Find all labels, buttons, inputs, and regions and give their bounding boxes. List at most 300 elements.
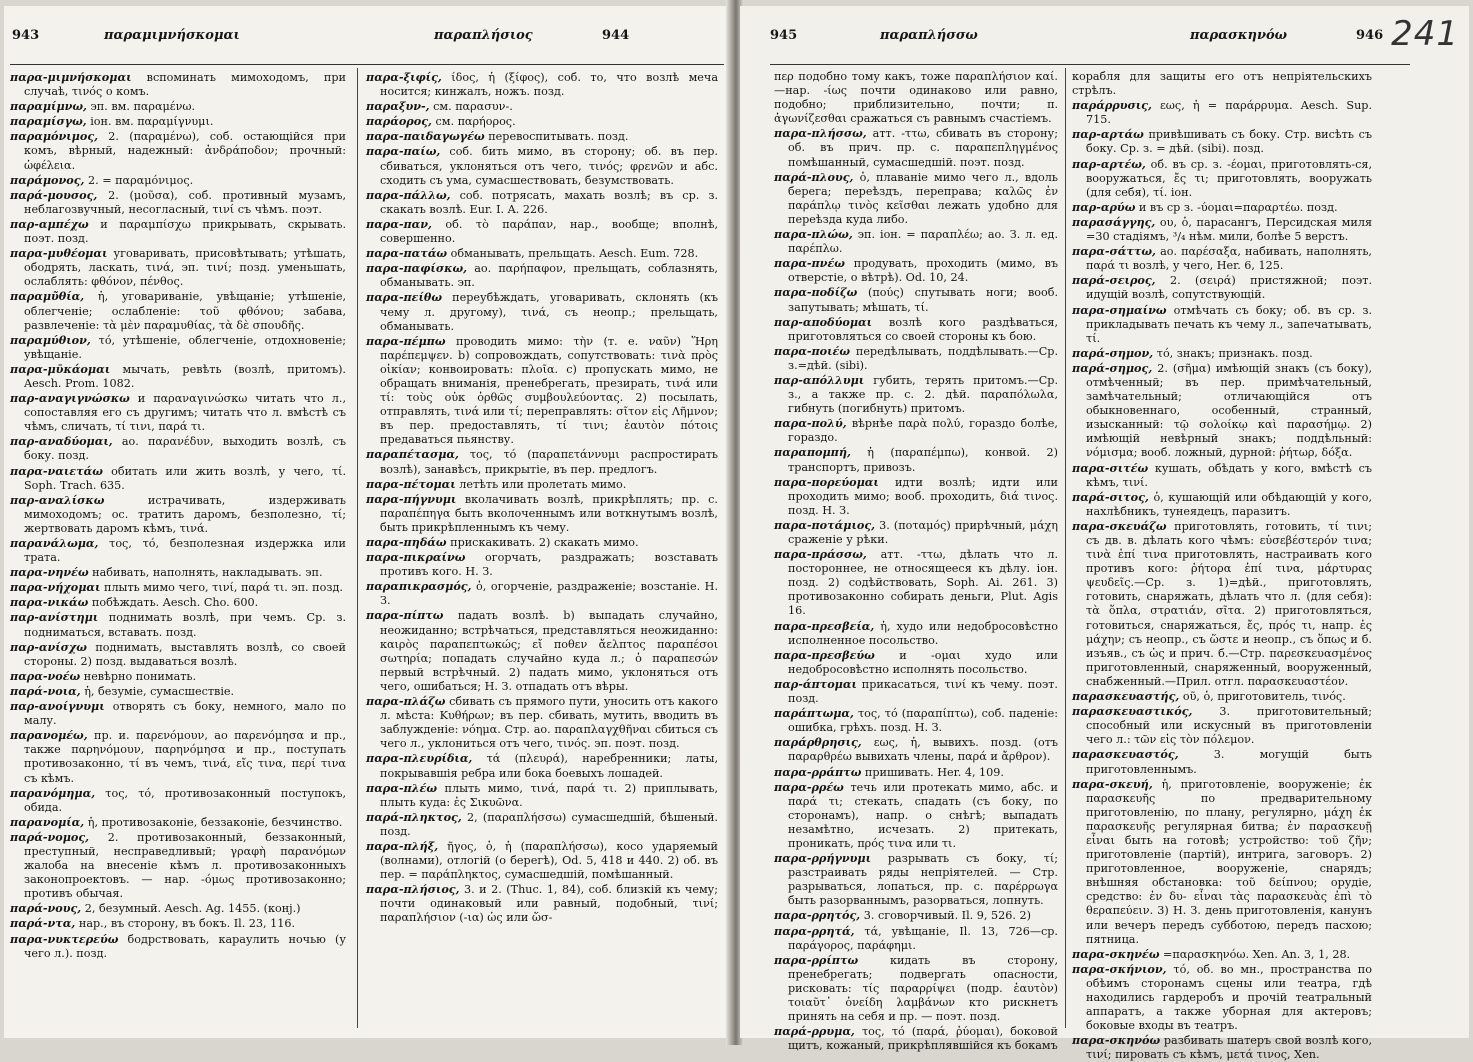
dictionary-entry [10, 580, 346, 595]
dictionary-entry [774, 475, 1058, 518]
definition: переубѣждать, уговаривать, склонять (къ чему л. другому), τινά, съ неопр.; прельщать, обманывать. [380, 291, 718, 333]
headword: παρα-ρρέω [774, 779, 844, 794]
headword: παρα-πείθω [366, 290, 443, 305]
headword: παρά-μουσος, [10, 187, 98, 202]
dictionary-entry [366, 492, 718, 535]
dictionary-entry [10, 640, 346, 669]
headword: παρα-ποιέω [774, 343, 851, 358]
dictionary-entry [1072, 127, 1372, 156]
definition: нар., въ сторону, въ бокъ. Il. 23, 116. [78, 917, 296, 931]
headword: παρα-σκευή, [1072, 776, 1153, 791]
headword: παρα-πρεσβεία, [774, 618, 875, 633]
dictionary-entry [1072, 962, 1372, 1033]
dictionary-entry [774, 445, 1058, 474]
dictionary-entry [774, 648, 1058, 677]
definition: плыть мимо чего, τινί, παρά τι. эп. позд. [103, 581, 343, 595]
definition: вѣрнѣе παρὰ πολύ, гораздо болѣе, гораздо. [788, 417, 1058, 445]
dictionary-entry [1072, 490, 1372, 519]
dictionary-entry [366, 290, 718, 333]
headword: παρ-αμπέχω [10, 216, 89, 231]
dictionary-entry [774, 518, 1058, 547]
headword: παρα-σάττω, [1072, 244, 1156, 259]
headword: παρά-ντα, [10, 916, 76, 931]
definition: 3. могущій быть приготовленнымъ. [1086, 748, 1372, 776]
dictionary-entry [774, 373, 1058, 416]
dictionary-entry [366, 751, 718, 780]
dictionary-entry [366, 261, 718, 290]
definition: ίδος, ἡ (ξίφος), соб. то, что возлѣ меча носится; кинжалъ, ножъ. позд. [380, 71, 718, 99]
definition: 2. (σῆμα) имѣющій знакъ (съ боку), отмѣченный; въ пер. примѣчательный, замѣчательный; отличающійся отъ обыкновеннаго, особенный, странный, изысканный: τῷ σολοίκῳ καὶ παρασήμῳ. 2) имѣющій невѣрный знакъ; поддѣльный: νόμισμα; вооб. ложный, дурной: ῥήτωρ, δόξα. [1086, 361, 1372, 460]
headword: παρα-ποτάμιος, [774, 517, 876, 532]
dictionary-entry [774, 547, 1058, 618]
definition: кидать въ сторону, пренебрегать; подвергать опасности, рисковать: τίς παραρρίψει (подр. ἑαυτὸν) τοιαῦτ᾽ ὀνείδη λαμβάνων кто рискнетъ принять на себя и пр. — поэт. позд. [788, 953, 1059, 1024]
headword: παρα-παίω, [366, 144, 441, 159]
headword: παρανομία, [10, 814, 85, 829]
dictionary-entry [10, 669, 346, 684]
dictionary-entry [366, 781, 718, 810]
headword: παρά-νους, [10, 901, 82, 916]
headword: παραμῦθία, [10, 289, 85, 304]
dictionary-entry [10, 728, 346, 785]
definition: привѣшивать съ боку. Стр. висѣть съ боку. Ср. з. = дѣй. (sibi). позд. [1086, 128, 1373, 156]
guide-word-left: παραπλήσσω [880, 28, 978, 43]
left-page-header [4, 28, 730, 52]
definition: τος, τό (παραπίπτω), соб. паденіе: ошибка, грѣхъ. позд. Н. З. [788, 707, 1058, 735]
dictionary-entry [366, 839, 718, 882]
definition: ἡ, безуміе, сумасшествіе. [84, 684, 235, 698]
headword: παραμόνιμος, [10, 129, 99, 144]
headword: παράρθρησις, [774, 735, 862, 750]
definition: ао. παρέσαξα, набивать, наполнять, παρά τι возлѣ, у чего, Her. 6, 125. [1086, 245, 1372, 273]
definition: бодрствовать, караулить ночью (у чего л.). позд. [24, 932, 346, 960]
dictionary-entry [10, 129, 346, 172]
headword: παρα-πολύ, [774, 416, 847, 431]
dictionary-entry [10, 464, 346, 493]
dictionary-entry [1072, 777, 1372, 947]
headword: παρά-ρρυμα, [774, 1024, 855, 1039]
definition: соб. бить мимо, въ сторону; об. въ пер. сбиваться, уклоняться отъ чего, τινός; φρενῶν и абс. сходить съ ума, сумасшествовать, безумствовать. [380, 145, 718, 187]
page-number-945: 945 [770, 28, 798, 43]
definition: см. παρασυν-. [433, 100, 513, 114]
dictionary-entry [1072, 704, 1372, 747]
dictionary-entry [10, 699, 346, 728]
dictionary-entry [774, 416, 1058, 445]
definition: и -ομαι худо или недобросовѣстно исполнять посольство. [788, 648, 1059, 676]
definition: 2. (μοῦσα), соб. противный музамъ, неблагозвучный, несогласный, τινί съ чѣмъ. поэт. [24, 188, 346, 216]
headword: παρα-σημαίνω [1072, 302, 1167, 317]
dictionary-entry [774, 170, 1058, 227]
definition: прискакивать. 2) скакать мимо. [450, 536, 639, 549]
definition: ἡ (παραπέμπω), конвой. 2) транспортъ, привозъ. [788, 446, 1058, 474]
headword: παρα-ρρήγνυμι [774, 851, 872, 866]
dictionary-entry [366, 188, 718, 217]
definition: вспоминать мимоходомъ, при случаѣ, τινός о комъ. [24, 71, 346, 99]
definition: продувать, проходить (мимо, въ отверстіе, о вѣтрѣ). Od. 10, 24. [788, 257, 1058, 285]
headword: παρ-ανίσχω [10, 639, 87, 654]
definition: 2, безумный. Aesch. Ag. 1455. (конj.) [84, 902, 301, 916]
dictionary-entry [10, 565, 346, 580]
dictionary-entry [366, 246, 718, 261]
dictionary-entry [10, 815, 346, 830]
definition: атт. -ττω, сбивать въ сторону; об. въ прич. пр. с. παραπεπληγμένος помѣшанный, сумасшедшій. поэт. позд. [788, 127, 1058, 169]
dictionary-entry [774, 706, 1058, 735]
definition: и παραμπίσχω прикрывать, скрывать. поэт. позд. [24, 217, 347, 246]
dictionary-entry [366, 447, 718, 476]
header-rule [10, 64, 724, 65]
definition: 3. (ποταμός) прирѣчный, μάχη сраженіе у рѣки. [788, 518, 1058, 546]
headword: παρα-πλήσσω, [774, 126, 867, 141]
definition: поднимать, выставлять возлѣ, со своей стороны. 2) позд. выдаваться возлѣ. [24, 640, 346, 668]
headword: παρά-σημος, [1072, 360, 1153, 375]
dictionary-entry [10, 114, 346, 129]
definition: плыть мимо, τινά, παρά τι. 2) приплывать, плыть куда: ἐς Σικυῶνα. [380, 781, 718, 809]
headword: παρα-πράσσω, [774, 547, 867, 562]
headword: παρανομέω, [10, 728, 88, 743]
headword: παρα-πήγνυμι [366, 491, 457, 506]
definition: εως, ἡ = παράρρυμα. Aesch. Sup. 715. [1086, 99, 1373, 127]
dictionary-entry [366, 144, 718, 187]
definition: τά (πλευρά), наребренники; латы, покрывавшія ребра или бока боевыхъ лошадей. [380, 752, 719, 780]
column-divider [357, 68, 358, 1028]
headword: παρα-πλήσιος, [366, 882, 460, 897]
definition: атт. -ττω, дѣлать что л. постороннее, не относящееся къ дѣлу. іон. позд. 2) содѣйствовать, Soph. Ai. 261. 3) противозаконно собирать деньги, Plut. Agis 16. [788, 548, 1059, 618]
definition: τό, утѣшеніе, облегченіе, отдохновеніе; увѣщаніе. [24, 333, 346, 361]
definition: 2. (παραμένω), соб. остающійся при комъ, вѣрный, надежный: ἀνδράποδον; прочный: ὠφέλεια. [24, 130, 346, 172]
headword: παρα-πλήξ, [366, 838, 439, 853]
definition: οῦ, ὁ, приготовитель, τινός. [1182, 690, 1346, 704]
dictionary-entry [10, 932, 346, 961]
definition: уговаривать, присовѣтывать; утѣшать, ободрять, ласкать, τινά, эп. τινί; позд. уменьшать, ослаблять: φθόνον, πένθος. [24, 247, 346, 289]
headword: παρα-πίπτω [366, 608, 444, 623]
headword: παρα-παν, [366, 216, 432, 231]
dictionary-entry [1072, 244, 1372, 273]
dictionary-entry [366, 334, 718, 448]
definition: пр. и. παρενόμουν, ао παρενόμησα и пр., также παρηνόμουν, παρηνόμησα и пр., поступать противозаконно, τί въ чемъ, τινά, εἴς τινα, περί τινα съ кѣмъ. [24, 729, 346, 785]
definition: 2. противозаконный, беззаконный, преступный, несправедливый; γραφὴ παρανόμων жалоба на внесеніе кѣмъ л. противозаконныхъ законопроектовъ. — нар. -όμως противозаконно; противъ обычая. [24, 830, 346, 901]
headword: παρα-πορεύομαι [774, 474, 879, 489]
right-page-header [740, 28, 1469, 52]
dictionary-entry [10, 595, 346, 610]
definition: мычать, ревѣть (возлѣ, притомъ). Aesch. Prom. 1082. [24, 362, 346, 390]
headword: παρα-παιδαγωγέω [366, 129, 485, 144]
headword: παρα-νήχομαι [10, 580, 101, 595]
headword: παρ-αρτέω, [1072, 156, 1146, 171]
dictionary-entry [774, 908, 1058, 923]
dictionary-entry [10, 493, 346, 536]
dictionary-entry [1072, 461, 1372, 490]
headword: παρα-πάλλω, [366, 187, 451, 202]
headword: παρα-σκήνιον, [1072, 961, 1167, 976]
dictionary-entry [774, 765, 1058, 780]
dictionary-entry [774, 344, 1058, 373]
headword: παρα-πέμπω [366, 333, 446, 348]
definition: ὁ, огорченіе, раздраженіе; возстаніе. Н. З. [380, 580, 718, 608]
headword: παρα-σκευάζω [1072, 518, 1167, 533]
dictionary-entry [366, 579, 718, 608]
headword: παρα-ναιετάω [10, 463, 103, 478]
dictionary-entry [774, 1024, 1058, 1053]
definition: поднимать возлѣ, при чемъ. Ср. з. подниматься, вставать. позд. [24, 611, 347, 639]
dictionary-entry [10, 684, 346, 699]
dictionary-entry [1072, 361, 1372, 461]
dictionary-entry [10, 362, 346, 391]
definition: обманывать, прельщать. Aesch. Eum. 728. [450, 247, 699, 261]
definition: прикасаться, τινί къ чему. поэт. позд. [788, 677, 1058, 706]
definition: ἡ, противозаконіе, беззаконіе, безчинство. [87, 815, 343, 829]
headword: παρά-νομος, [10, 829, 90, 844]
definition: =παρασκηνόω. Xen. An. 3, 1, 28. [1163, 947, 1351, 961]
definition: соб. потрясать, махать возлѣ; въ ср. з. скакать возлѣ. Eur. I. A. 226. [380, 188, 719, 216]
dictionary-entry [774, 851, 1058, 908]
definition: приготовлять, готовить, τί τινι; съ дв. в. дѣлать кого чѣмъ: εὐσεβέστερόν τινα; τινὰ ἐπί τινα приготовлять, настраивать кого противъ кого: ῥήτορα ἐπί τινα, μάρτυρας ψευδεῖς.—Ср. з. 1)=дѣй., приготовлять, готовить, снаряжать, дѣлать что л. (для себя): τὰ ὅπλα, στρατιάν, σῖτα. 2) приготовляться, готовиться, снаряжаться, ἔς, πρός τι, напр. ἐς μάχην; съ неопр., съ ὥστε и неопр., съ ὅπως и б. изъяв., съ ὡς и прич. б.—Стр. παρεσκευασμένος приготовленный, снаряженный, вооруженный, снабженный.—Прил. отгл. παρασκευαστέον. [1086, 519, 1372, 688]
dictionary-entry [774, 70, 1058, 126]
dictionary-entry [10, 99, 346, 114]
headword: παρα-ρρίπτω [774, 952, 859, 967]
definition: об. въ ср. з. -έομαι, приготовлять-ся, вооружаться, ἔς τι; приготовлять, вооружать (для себя), τί. іон. [1086, 157, 1372, 199]
definition: отмѣчать съ боку; об. въ ср. з. прикладывать печать къ чему л., запечатывать, τί. [1086, 303, 1372, 345]
definition: ἡ, приготовленіе, вооруженіе; ἐκ παρασκευῆς по предварительному приготовленію, по плану, регулярно, μάχη ἐκ παρασκευῆς регулярная битва; ἐν παρασκευῇ εἶναι быть на готовѣ; устройство: τοῦ ζῆν; приготовленіе (партій), интрига, заговоръ. 2) приготовленное, вооруженіе, снарядъ; внѣшняя обстановка: τοῦ δείπνου; орудіе, средство: ἐν δυ- εἶναι τὰς παρασκευὰς ἐπὶ τὸ θεραπεύειν. 3) Н. З. день приготовленія, канунъ или вечеръ передъ субботою, передъ пасхою; пятница. [1086, 777, 1373, 946]
dictionary-entry [366, 477, 718, 492]
dictionary-entry [774, 735, 1058, 764]
headword: παραπικρασμός, [366, 579, 472, 594]
guide-word-right: παρασκηνόω [1190, 28, 1288, 43]
left-page-column-1 [10, 70, 346, 1032]
headword: παράορος, [366, 114, 432, 129]
headword: παρα-σιτέω [1072, 460, 1149, 475]
dictionary-entry [10, 188, 346, 217]
definition: эп. іон. = παραπλέω; ао. З. л. ед. παρέπλω. [788, 228, 1059, 256]
dictionary-entry [1072, 1033, 1372, 1062]
definition: истрачивать, издерживать мимоходомъ; ос. тратить даромъ, безполезно, τί; жертвовать даромъ кѣмъ, τινά. [24, 493, 346, 535]
definition: возлѣ кого раздѣваться, приготовляться со своей стороны къ бою. [788, 315, 1058, 343]
handwritten-page-note: 241 [1391, 14, 1459, 54]
dictionary-entry [366, 810, 718, 839]
definition: невѣрно понимать. [83, 669, 197, 683]
headword: παρανόμημα, [10, 785, 96, 800]
headword: παρ-αναλίσκω [10, 492, 105, 507]
definition: падать возлѣ. b) выпадать случайно, неожиданно; встрѣчаться, представляться неожиданно: καιρὸς παραπεπτωκώς; εἴ ποθεν ἄελπτος παραπέσοι σωτηρία; попадать случайно куда л.; ὁ παραπεσών первый встрѣчный. 2) падать мимо, уклоняться отъ чего, ошибаться; Н. З. отпадать отъ вѣры. [380, 609, 718, 693]
left-page-column-2 [366, 70, 718, 1032]
definition: летѣть или пролетать мимо. [459, 477, 627, 491]
dictionary-entry [10, 786, 346, 815]
dictionary-entry [774, 126, 1058, 169]
definition: (πούς) спутывать ноги; вооб. запутывать; мѣшать, τί. [788, 286, 1058, 314]
dictionary-entry [1072, 215, 1372, 244]
headword: παρασάγγης, [1072, 214, 1156, 229]
headword: παρα-πατάω [366, 246, 448, 261]
definition: сбивать съ прямого пути, уносить отъ какого л. мѣста: Κυθήρων; въ пер. сбивать, мутить, вводить въ заблужденіе: νόημα. Стр. ао. παραπλαγχθῆναι сбиться съ чего л., уклониться отъ чего, τινός. эп. поэт. позд. [380, 695, 719, 751]
definition: перевоспитывать. позд. [488, 130, 629, 144]
dictionary-entry [1072, 947, 1372, 962]
headword: παρά-σειρος, [1072, 273, 1156, 288]
dictionary-entry [1072, 70, 1372, 98]
headword: παραξυν-, [366, 99, 430, 114]
headword: παρα-πρεσβεύω [774, 647, 875, 662]
dictionary-entry [774, 315, 1058, 344]
headword: παρ-άπτομαι [774, 676, 857, 691]
headword: παρα-ρρητά, [774, 923, 855, 938]
headword: παρ-αρύω [1072, 199, 1136, 214]
definition: ао. παρανέδυν, выходить возлѣ, съ боку. позд. [24, 435, 346, 463]
headword: παρα-πνέω [774, 256, 845, 271]
headword: παρασκευαστικός, [1072, 704, 1193, 719]
definition: 2, (παραπλήσσω) сумасшедшій, бѣшеный. позд. [380, 810, 718, 838]
dictionary-entry [774, 619, 1058, 648]
definition: τος, τό, безполезная издержка или трата. [24, 537, 346, 565]
dictionary-entry [10, 333, 346, 362]
dictionary-entry [10, 70, 346, 99]
dictionary-entry [10, 246, 346, 289]
headword: παρά-σημον, [1072, 345, 1154, 360]
headword: παρ-αναδύομαι, [10, 434, 113, 449]
headword: παρα-πικραίνω [366, 550, 466, 565]
definition: τος, τό (παραπετάννυμι распростирать возлѣ), занавѣсъ, прикрытіе, въ пер. предлогъ. [380, 448, 719, 476]
definition: τό, знакъ; признакъ. позд. [1156, 346, 1313, 360]
guide-word-right: παραπλήσιος [434, 28, 533, 43]
headword: παρά-νοια, [10, 683, 81, 698]
page-number-944: 944 [602, 28, 630, 43]
dictionary-entry [774, 924, 1058, 953]
definition: пришивать. Her. 4, 109. [864, 765, 1004, 779]
headword: παρα-πλευρίδια, [366, 751, 473, 766]
dictionary-entry [774, 285, 1058, 314]
headword: παρα-πηδάω [366, 535, 447, 549]
dictionary-entry [366, 550, 718, 579]
definition: идти возлѣ; идти или проходить мимо; вооб. проходить, διά τινος. позд. Н. З. [788, 475, 1058, 517]
definition: огорчать, раздражать; возставать противъ кого. Н. З. [380, 551, 718, 579]
definition: ὁ, плаваніе мимо чего л., вдоль берега; переѣздъ, переправа; καλῶς ἐν παράπλῳ τινὸς κεῖσθαι лежать удобно для переѣзда куда либо. [788, 170, 1058, 226]
dictionary-entry [10, 916, 346, 931]
dictionary-entry [1072, 519, 1372, 689]
definition: ου, ὁ, парасангъ, Персидская миля =30 стадіямъ, ³/₄ нѣм. мили, болѣе 5 верстъ. [1086, 215, 1372, 244]
column-divider [1065, 68, 1066, 1028]
definition: 2. (σειρά) пристяжной; поэт. идущій возлѣ, сопутствующій. [1086, 274, 1372, 302]
definition: τος, τό (παρά, ῥύομαι), боковой щитъ, кожаный, прикрѣплявшійся къ бокамъ [788, 1025, 1058, 1053]
headword: παρα-μιμνήσκομαι [10, 70, 132, 84]
dictionary-entry [1072, 98, 1372, 127]
headword: παράμονος, [10, 172, 85, 187]
dictionary-entry [10, 610, 346, 639]
definition: набивать, наполнять, накладывать. эп. [92, 566, 323, 580]
headword: παράπτωμα, [774, 706, 854, 721]
headword: παρ-αναγιγνώσκω [10, 391, 130, 406]
definition: об. τὸ παράπαν, нар., вообще; вполнѣ, совершенно. [380, 217, 719, 246]
definition: вколачивать возлѣ, прикрѣплять; пр. с. παραπέπηγα быть вколоченнымъ или воткнутымъ возлѣ, быть прикрѣпленнымъ къ чему. [380, 492, 718, 534]
definition: течь или протекать мимо, абс. и παρά τι; стекать, спадать (съ боку, по сторонамъ), напр. о снѣгѣ; выпадать незамѣтно, исчезать. 2) притекать, проникать, πρός τινα или τι. [788, 780, 1058, 850]
headword: παρα-σκηνέω [1072, 946, 1160, 961]
headword: παρα-πλάζω [366, 694, 446, 709]
definition: отворять съ боку, немного, мало по малу. [24, 700, 346, 728]
definition: εως, ἡ, вывихъ. позд. (отъ παραρθρέω вывихать члены, παρά и ἄρθρον). [788, 736, 1058, 764]
headword: παραμίμνω, [10, 99, 87, 114]
headword: παρα-πέτομαι [366, 476, 456, 491]
definition: іон. вм. παραμίγνυμι. [90, 115, 214, 129]
right-page [740, 6, 1469, 1062]
guide-word-left: παραμιμνήσκομαι [104, 28, 240, 43]
headword: παρα-ξιφίς, [366, 70, 442, 84]
definition: ао. παρήπαφον, прельщать, соблазнять, обманывать. эп. [380, 262, 718, 290]
definition: ἡ, уговариваніе, увѣщаніе; утѣшеніе, облегченіе; ослабленіе: τοῦ φθόνου; забава, развлеченіе: τὰ μὲν παραμυθίας, τὰ δὲ σπουδῆς. [24, 290, 346, 332]
definition: побѣждать. Aesch. Cho. 600. [91, 596, 259, 610]
definition: τος, τό, противозаконный поступокъ, обида. [24, 786, 346, 814]
definition: и въ ср з. -ύομαι=παραρτέω. позд. [1138, 200, 1338, 214]
definition: ῆγος, ὁ, ἡ (παραπλήσσω), косо ударяемый (волнами), отлогій (о берегѣ), Od. 5, 418 и 440. 2) об. въ пер. = παράπληκτος, сумасшедшій, помѣшанный. [380, 839, 718, 882]
dictionary-entry [10, 173, 346, 188]
definition: τό, об. во мн., пространства по обѣимъ сторонамъ сцены или театра, гдѣ находились гардеробъ и прочій театральный аппаратъ, а также уборная для актеровъ; боковые входы въ театръ. [1086, 962, 1372, 1033]
definition: кушать, обѣдать у кого, вмѣстѣ съ кѣмъ, τινί. [1086, 461, 1372, 489]
headword: παραπομπή, [774, 445, 851, 460]
dictionary-entry [366, 882, 718, 925]
dictionary-entry [1072, 200, 1372, 215]
definition: передѣлывать, поддѣлывать.—Ср. з.=дѣй. (sibi). [788, 344, 1058, 372]
dictionary-entry [774, 227, 1058, 256]
headword: παράρρυσις, [1072, 98, 1152, 113]
definition: ὁ, кушающій или обѣдающій у кого, нахлѣбникъ, тунеядецъ, паразитъ. [1086, 490, 1373, 518]
headword: παρα-μυθέομαι [10, 246, 108, 261]
definition: и παραναγινώσκω читать что л., сопоставляя его съ другимъ; читать что л. вмѣстѣ съ чѣмъ, сличать, τί τινι, παρά τι. [24, 392, 347, 434]
headword: παρασκευαστός, [1072, 747, 1179, 762]
headword: παρα-μῡκάομαι [10, 361, 111, 376]
headword: παρα-νυκτερεύω [10, 931, 119, 946]
headword: παρα-νηνέω [10, 565, 89, 580]
definition: разбивать шатеръ свой возлѣ кого, τινί; пировать съ кѣмъ, μετά τινος, Xen. [1086, 1034, 1372, 1062]
headword: παρα-νικάω [10, 595, 89, 610]
dictionary-entry [10, 217, 346, 246]
definition: эп. вм. παραμένω. [90, 100, 196, 114]
headword: παρ-αποδύομαι [774, 314, 873, 329]
dictionary-entry [10, 830, 346, 901]
dictionary-entry [1072, 747, 1372, 776]
headword: παρα-πλώω, [774, 227, 853, 242]
headword: παρασκευαστής, [1072, 689, 1180, 704]
dictionary-entry [1072, 303, 1372, 346]
page-number-946: 946 [1356, 28, 1384, 43]
headword: παραμίσγω, [10, 114, 87, 129]
page-number-943: 943 [12, 28, 40, 43]
dictionary-entry [774, 256, 1058, 285]
dictionary-entry [366, 129, 718, 144]
dictionary-entry [366, 535, 718, 550]
definition: ἡ, худо или недобросовѣстно исполненное посольство. [788, 619, 1058, 647]
left-page [4, 6, 730, 1038]
definition: 3. сговорчивый. Il. 9, 526. 2) [863, 909, 1031, 923]
header-rule [770, 64, 1410, 65]
definition: разрывать съ боку, τί; разстраивать ряды непріятелей. — Стр. разрываться, лопаться, пр. с. παρέρρωγα быть разорваннымъ, разорваться, лопнуть. [788, 852, 1059, 908]
definition: корабля для защиты его отъ непріятельскихъ стрѣлъ. [1072, 70, 1372, 98]
headword: παρα-ποδίζω [774, 285, 858, 300]
definition: 3. приготовительный; способный или искусный въ приготовленіи чего л.: τῶν εἰς τὸν πόλεμον. [1086, 705, 1372, 747]
dictionary-entry [366, 114, 718, 129]
dictionary-entry [366, 608, 718, 694]
definition: обитать или жить возлѣ, у чего, τί. Soph. Trach. 635. [24, 464, 346, 492]
headword: παρα-ρράπτω [774, 764, 862, 779]
headword: παρ-ανοίγνυμι [10, 699, 105, 714]
headword: παρα-παφίσκω, [366, 261, 468, 276]
dictionary-entry [366, 70, 718, 99]
dictionary-entry [774, 677, 1058, 706]
definition: 3. и 2. (Thuc. 1, 84), соб. близкій къ чему; почти одинаковый или равный, подобный, τινί; παραπλήσιον (-ια) ὡς или ὥσ- [380, 883, 718, 925]
definition: см. παρήορος. [435, 115, 516, 129]
dictionary-entry [10, 434, 346, 463]
headword: παρανάλωμα, [10, 536, 99, 550]
definition: губить, терять притомъ.—Ср. з., а также пр. с. 2. дѣй. παραπόλωλα, гибнуть (погибнуть) притомъ. [788, 373, 1058, 416]
right-page-column-2 [1072, 70, 1373, 1062]
headword: παρ-απόλλυμι [774, 372, 865, 387]
dictionary-entry [774, 780, 1058, 851]
dictionary-entry [774, 953, 1058, 1024]
right-page-column-1 [774, 70, 1059, 1053]
dictionary-entry [1072, 273, 1372, 302]
